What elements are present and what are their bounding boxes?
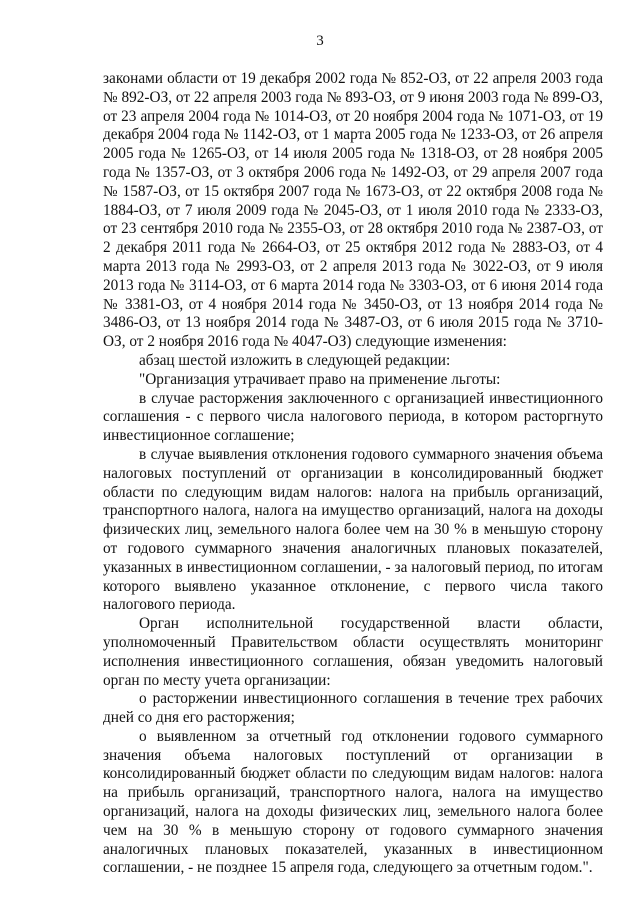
paragraph-instruction: абзац шестой изложить в следующей редакции:: [139, 351, 451, 369]
paragraph-termination-notice: о расторжении инвестиционного соглашения в течение трех рабочих дней со дня его расторжения;: [103, 690, 603, 727]
paragraph-deviation-notice: о выявленном за отчетный год отклонении годового суммарного значения объема налоговых поступлений от организации в консолидированный бюджет области по следующим видам налогов: налога на прибыль организаций, транспортного налога, налога на имущество организаций, налога на доходы физических лиц, земельного налога более чем на 30 % в меньшую сторону от годового суммарного значения аналогичных плановых показателей, указанных в инвестиционном соглашении, - не позднее 15 апреля года, следующего за отчетным годом.".: [103, 727, 603, 877]
document-body: [103, 70, 603, 878]
paragraph-executive-authority: Орган исполнительной государственной власти области, уполномоченный Правительством области осуществлять мониторинг исполнения инвестиционного соглашения, обязан уведомить налоговый орган по месту учета организации:: [103, 615, 603, 689]
paragraph-loss-of-benefit: "Организация утрачивает право на применение льготы:: [139, 370, 501, 388]
paragraph-law-list: законами области от 19 декабря 2002 года № 852-ОЗ, от 22 апреля 2003 года № 892-ОЗ, от 22 апреля 2003 года № 893-ОЗ, от 9 июня 2003 года № 899-ОЗ, от 23 апреля 2004 года № 1014-ОЗ, от 20 ноября 2004 года № 1071-ОЗ, от 19 декабря 2004 года № 1142-ОЗ, от 1 марта 2005 года № 1233-ОЗ, от 26 апреля 2005 года № 1265-ОЗ, от 14 июля 2005 года № 1318-ОЗ, от 28 ноября 2005 года № 1357-ОЗ, от 3 октября 2006 года № 1492-ОЗ, от 29 апреля 2007 года № 1587-ОЗ, от 15 октября 2007 года № 1673-ОЗ, от 22 октября 2008 года № 1884-ОЗ, от 7 июля 2009 года № 2045-ОЗ, от 1 июля 2010 года № 2333-ОЗ, от 23 сентября 2010 года № 2355-ОЗ, от 28 октября 2010 года № 2387-ОЗ, от 2 декабря 2011 года № 2664-ОЗ, от 25 октября 2012 года № 2883-ОЗ, от 4 марта 2013 года № 2993-ОЗ, от 2 апреля 2013 года № 3022-ОЗ, от 9 июля 2013 года № 3114-ОЗ, от 6 марта 2014 года № 3303-ОЗ, от 6 июня 2014 года № 3381-ОЗ, от 4 ноября 2014 года № 3450-ОЗ, от 13 ноября 2014 года № 3486-ОЗ, от 13 ноября 2014 года № 3487-ОЗ, от 6 июля 2015 года № 3710-ОЗ, от 2 ноября 2016 года № 4047-ОЗ) следующие изменения:: [103, 70, 603, 351]
page-number: 3: [316, 33, 324, 49]
paragraph-deviation-case: в случае выявления отклонения годового суммарного значения объема налоговых поступлений от организации в консолидированный бюджет области по следующим видам налогов: налога на прибыль организаций, транспортного налога, налога на имущество организаций, налога на доходы физических лиц, земельного налога более чем на 30 % в меньшую сторону от годового суммарного значения аналогичных плановых показателей, указанных в инвестиционном соглашении, - за налоговый период, по итогам которого выявлено указанное отклонение, с первого числа такого налогового периода.: [103, 445, 603, 614]
paragraph-termination-case: в случае расторжения заключенного с организацией инвестиционного соглашения - с первого числа налогового периода, в котором расторгнуто инвестиционное соглашение;: [103, 389, 603, 445]
